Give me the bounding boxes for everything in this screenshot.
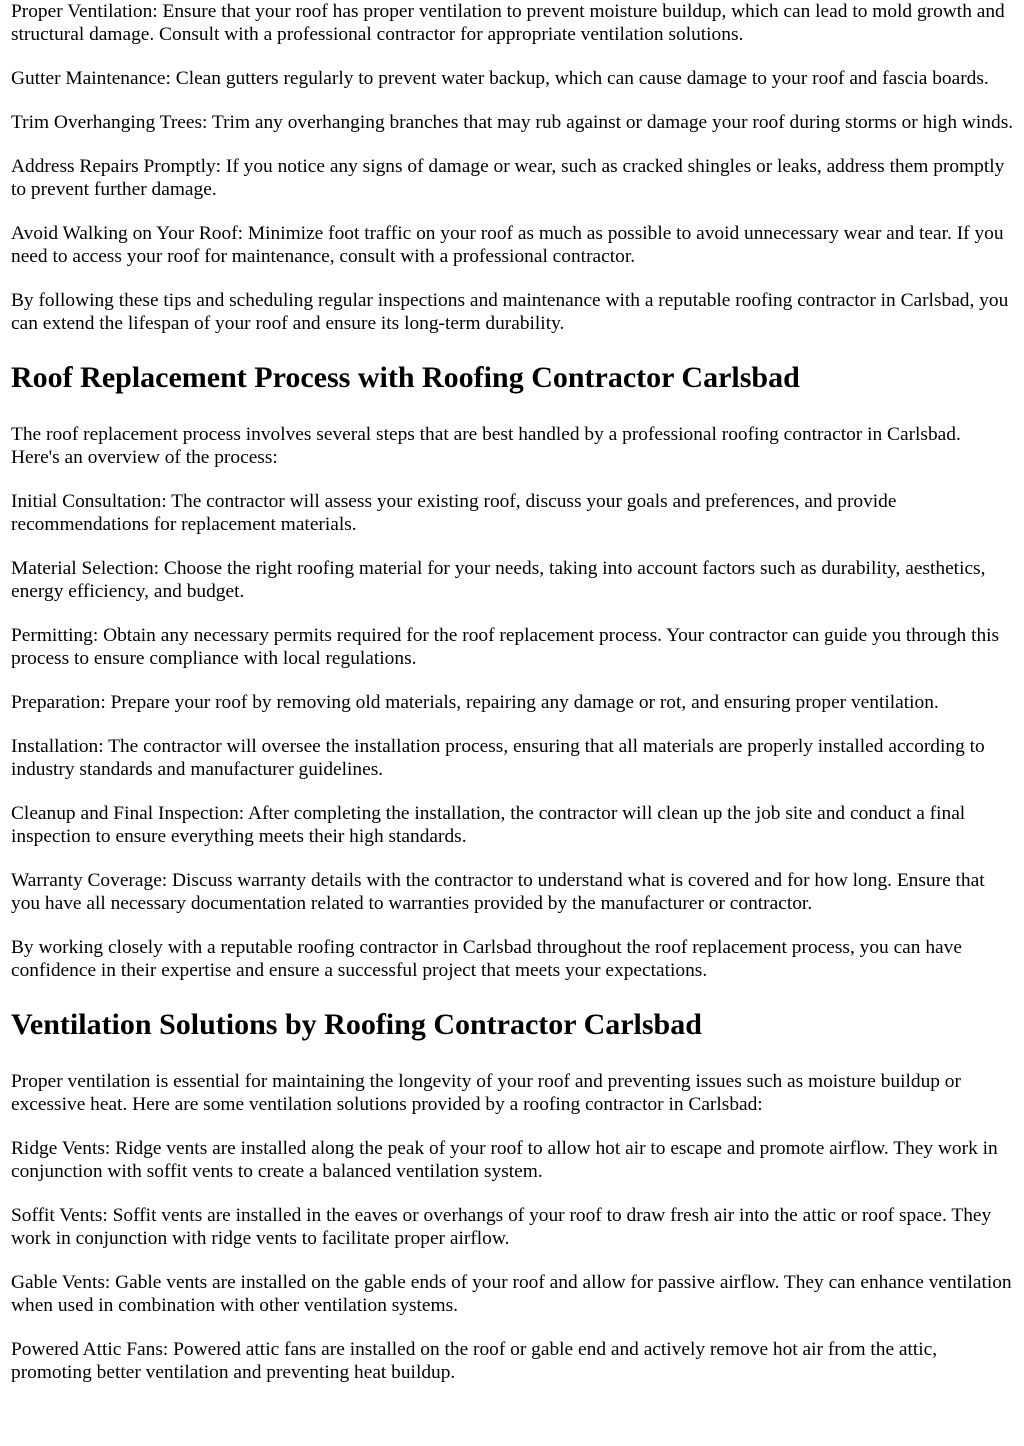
paragraph-proper-ventilation: Proper Ventilation: Ensure that your roof has proper ventilation to prevent moisture buildup, which can lead to mold growth and structural damage. Consult with a professional contractor for appropriate ventilation solutions. bbox=[11, 1, 1005, 45]
paragraph-powered-attic-fans: Powered Attic Fans: Powered attic fans are installed on the roof or gable end and actively remove hot air from the attic, promoting better ventilation and preventing heat buildup. bbox=[11, 1339, 938, 1383]
paragraph-ventilation-intro: Proper ventilation is essential for maintaining the longevity of your roof and preventing issues such as moisture buildup or excessive heat. Here are some ventilation solutions provided by a roofing contractor in Carlsbad: bbox=[11, 1071, 961, 1115]
paragraph-initial-consultation: Initial Consultation: The contractor will assess your existing roof, discuss your goals and preferences, and provide recommendations for replacement materials. bbox=[11, 491, 897, 535]
paragraph-trim-trees: Trim Overhanging Trees: Trim any overhanging branches that may rub against or damage your roof during storms or high winds. bbox=[11, 112, 1014, 133]
paragraph-cleanup-inspection: Cleanup and Final Inspection: After completing the installation, the contractor will clean up the job site and conduct a final inspection to ensure everything meets their high standards. bbox=[11, 803, 966, 847]
paragraph-tips-summary: By following these tips and scheduling regular inspections and maintenance with a reputable roofing contractor in Carlsbad, you can extend the lifespan of your roof and ensure its long-term durability. bbox=[11, 290, 1009, 334]
paragraph-material-selection: Material Selection: Choose the right roofing material for your needs, taking into account factors such as durability, aesthetics, energy efficiency, and budget. bbox=[11, 558, 986, 602]
paragraph-warranty-coverage: Warranty Coverage: Discuss warranty details with the contractor to understand what is covered and for how long. Ensure that you have all necessary documentation related to warranties provided by the manufacturer or contractor. bbox=[11, 870, 985, 914]
paragraph-avoid-walking: Avoid Walking on Your Roof: Minimize foot traffic on your roof as much as possible to avoid unnecessary wear and tear. If you need to access your roof for maintenance, consult with a professional contractor. bbox=[11, 223, 1004, 267]
paragraph-gutter-maintenance: Gutter Maintenance: Clean gutters regularly to prevent water backup, which can cause damage to your roof and fascia boards. bbox=[11, 68, 989, 89]
paragraph-ridge-vents: Ridge Vents: Ridge vents are installed along the peak of your roof to allow hot air to escape and promote airflow. They work in conjunction with soffit vents to create a balanced ventilation system. bbox=[11, 1138, 998, 1182]
paragraph-replacement-intro: The roof replacement process involves several steps that are best handled by a professional roofing contractor in Carlsbad. Here's an overview of the process: bbox=[11, 424, 961, 468]
heading-roof-replacement: Roof Replacement Process with Roofing Contractor Carlsbad bbox=[11, 361, 800, 394]
paragraph-gable-vents: Gable Vents: Gable vents are installed on the gable ends of your roof and allow for passive airflow. They can enhance ventilation when used in combination with other ventilation systems. bbox=[11, 1272, 1012, 1316]
paragraph-permitting: Permitting: Obtain any necessary permits required for the roof replacement process. Your contractor can guide you through this process to ensure compliance with local regulations. bbox=[11, 625, 1000, 669]
paragraph-address-repairs: Address Repairs Promptly: If you notice any signs of damage or wear, such as cracked shingles or leaks, address them promptly to prevent further damage. bbox=[11, 156, 1005, 200]
paragraph-replacement-summary: By working closely with a reputable roofing contractor in Carlsbad throughout the roof replacement process, you can have confidence in their expertise and ensure a successful project that meets your expectations. bbox=[11, 937, 962, 981]
paragraph-soffit-vents: Soffit Vents: Soffit vents are installed in the eaves or overhangs of your roof to draw fresh air into the attic or roof space. They work in conjunction with ridge vents to facilitate proper airflow. bbox=[11, 1205, 992, 1249]
heading-ventilation-solutions: Ventilation Solutions by Roofing Contractor Carlsbad bbox=[11, 1008, 702, 1041]
paragraph-preparation: Preparation: Prepare your roof by removing old materials, repairing any damage or rot, and ensuring proper ventilation. bbox=[11, 692, 939, 713]
paragraph-installation: Installation: The contractor will oversee the installation process, ensuring that all materials are properly installed according to industry standards and manufacturer guidelines. bbox=[11, 736, 985, 780]
